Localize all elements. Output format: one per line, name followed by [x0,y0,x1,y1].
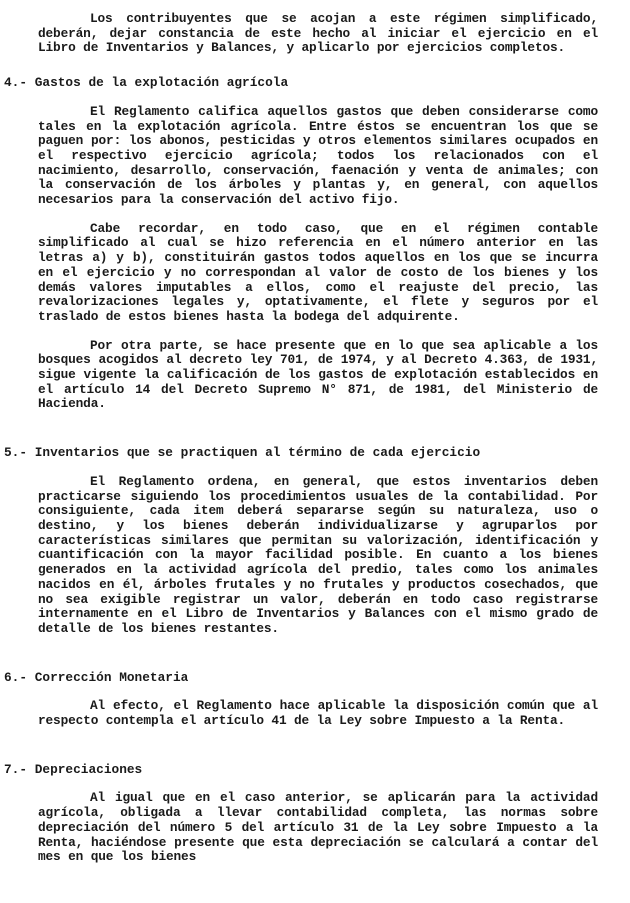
section-7-heading: 7.- Depreciaciones [4,761,143,777]
section-4-paragraph-2: Cabe recordar, en todo caso, que en el régimen contable simplificado al cual se hizo referencia en el número anterior en las letras a) y b), constituirán gastos todos aquellos en los que se incurra en el ejercicio y no correspondan al valor de costo de los bienes y los demás valores imputables a ellos, como el reajuste del precio, las revalorizaciones legales y, optativamente, el flete y seguros por el traslado de estos bienes hasta la bodega del adquirente. [38,220,598,324]
document-page [4,11,598,865]
section-4-paragraph-3: Por otra parte, se hace presente que en lo que sea aplicable a los bosques acogidos al decreto ley 701, de 1974, y al Decreto 4.363, de 1931, sigue vigente la calificación de los gastos de explotación establecidos en el artículo 14 del Decreto Supremo N° 871, de 1981, del Ministerio de Hacienda. [38,337,598,412]
intro-paragraph: Los contribuyentes que se acojan a este régimen simplificado, deberán, dejar constancia de este hecho al iniciar el ejercicio en el Libro de Inventarios y Balances, y aplicarlo por ejercicios completos. [38,11,598,56]
section-4-heading: 4.- Gastos de la explotación agrícola [4,75,289,91]
section-5-paragraph-1: El Reglamento ordena, en general, que estos inventarios deben practicarse siguiendo los procedimientos usuales de la contabilidad. Por consiguiente, cada item deberá separarse según su naturaleza, uso o destino, y los bienes deberán individualizarse y agruparlos por características similares que permitan su valorización, identificación y cuantificación con la mayor facilidad posible. En cuanto a los bienes generados en la actividad agrícola del predio, tales como los animales nacidos en él, árboles frutales y no frutales y productos cosechados, que no sea exigible registrar un valor, deberán en todo caso registrarse internamente en el Libro de Inventarios y Balances con el mismo grado de detalle de los bienes restantes. [38,473,598,636]
section-6-heading: 6.- Corrección Monetaria [4,669,189,685]
section-4-paragraph-1: El Reglamento califica aquellos gastos que deben considerarse como tales en la explotación agrícola. Entre éstos se encuentran los que se paguen por: los abonos, pesticidas y otros elementos similares ocupados en el respectivo ejercicio agrícola; todos los relacionados con el nacimiento, desarrollo, conservación, faenación y venta de animales; con la conservación de los árboles y plantas y, en general, con aquellos necesarios para la conservación del activo fijo. [38,103,598,208]
section-5-heading: 5.- Inventarios que se practiquen al término de cada ejercicio [4,445,481,461]
section-6-paragraph-1: Al efecto, el Reglamento hace aplicable la disposición común que al respecto contempla el artículo 41 de la Ley sobre Impuesto a la Renta. [38,698,598,729]
section-7-paragraph-1: Al igual que en el caso anterior, se aplicarán para la actividad agrícola, obligada a llevar contabilidad completa, las normas sobre depreciación del número 5 del artículo 31 de la Ley sobre Impuesto a la Renta, haciéndose presente que esta depreciación se calculará a contar del mes en que los bienes [38,790,598,865]
